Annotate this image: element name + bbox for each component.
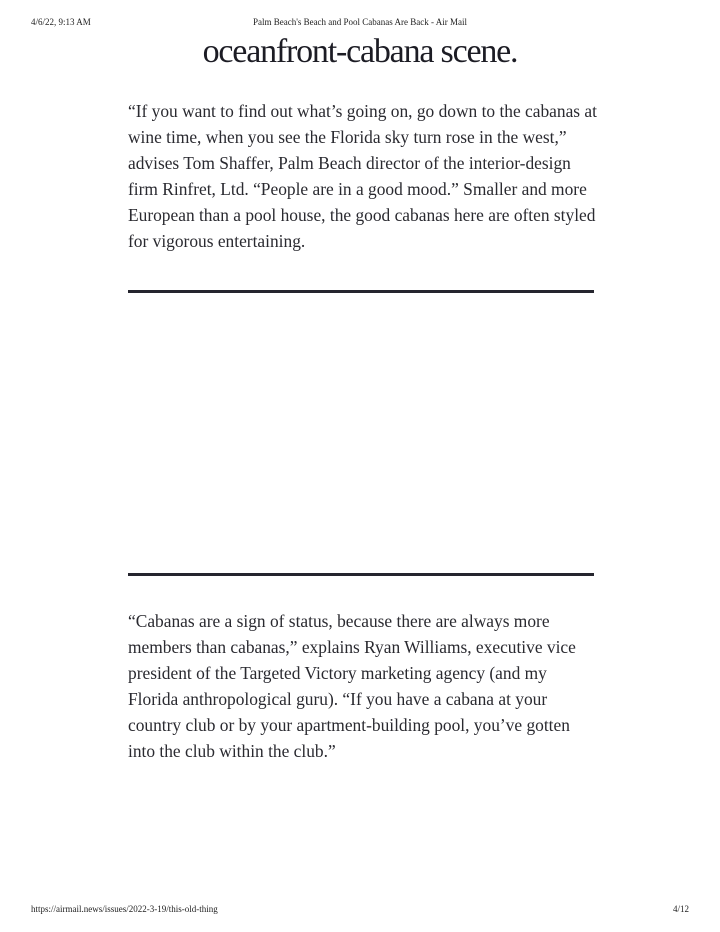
embed-bottom-divider [128,573,594,576]
article-paragraph: “If you want to find out what’s going on, go down to the cabanas at wine time, when you see the Florida sky turn rose in the west,” advises Tom Shaffer, Palm Beach director of the interior-design firm Rinfret, Ltd. “People are in a good mood.” Smaller and more European than a pool house, the good cabanas here are often styled for vigorous entertaining. [128,101,597,251]
print-page-number: 4/12 [672,904,689,914]
print-page-url[interactable]: https://airmail.news/issues/2022-3-19/this-old-thing [31,904,218,914]
print-datetime: 4/6/22, 9:13 AM [31,17,91,27]
embedded-media-placeholder [128,293,594,573]
print-footer [0,904,720,916]
print-document-title: Palm Beach's Beach and Pool Cabanas Are Back - Air Mail [252,17,468,27]
article-paragraph: “Cabanas are a sign of status, because there are always more members than cabanas,” explains Ryan Williams, executive vice president of the Targeted Victory marketing agency (and my Florida anthropological guru). “If you have a cabana at your country club or by your apartment-building pool, you’ve gotten into the club within the club.” [128,611,576,761]
article-heading-fragment: oceanfront-cabana scene. [202,33,518,70]
print-header [0,17,720,29]
